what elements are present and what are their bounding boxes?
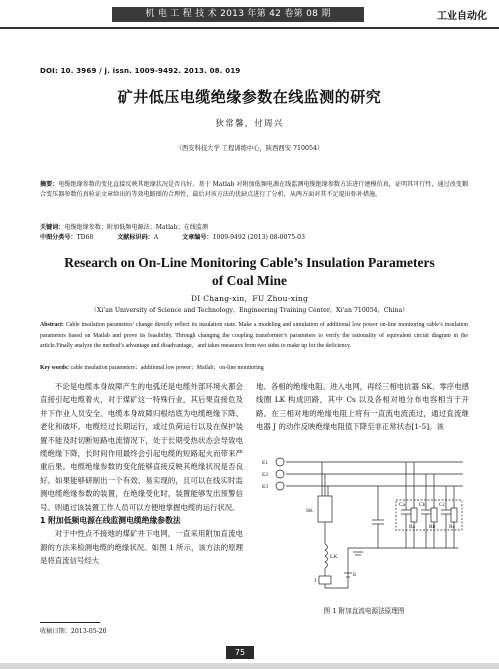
body-paragraph: 地、各相的绝缘电阻、进入电网，再经三相电抗器 SK、零序电感线圈 LK 构成回路，其中 Cs 以及各相对地分布电容相当于开路。在三相对地的绝缘电阻上将有一直流电流流过，通过直流继电器 J 的动作反映绝缘电阻值下降至非正常状态[1-5]。该: [256, 382, 469, 432]
keywords-english-label: Key words:: [40, 365, 69, 371]
title-english-line1: Research on On-Line Monitoring Cable’s Insulation Parameters: [64, 255, 435, 270]
abstract-chinese-label: 摘要：: [40, 181, 59, 188]
section-heading: 1 附加低频电源在线监测电缆绝缘参数法: [40, 516, 181, 526]
label-e1: E1: [262, 460, 269, 466]
reactor-sk: [318, 496, 332, 522]
relay-j: [319, 576, 331, 584]
source-e2: [276, 470, 284, 478]
phase-b-branch: [421, 474, 437, 548]
received-date: 收稿日期：2013-05-20: [40, 628, 107, 635]
abstract-chinese: [40, 180, 468, 201]
header-issue-band: [112, 7, 364, 22]
abstract-english-label: Abstract:: [40, 322, 64, 328]
header-issue-line: 机 电 工 程 技 术 2013 年第 42 卷第 08 期: [145, 9, 331, 19]
header-journal-name: 工业自动化: [437, 11, 487, 22]
label-lk: LK: [330, 554, 338, 560]
page-header: [0, 0, 499, 31]
clc-number: 中图分类号：TD68: [40, 234, 94, 241]
body-paragraph: 不论是电缆本身故障产生的电弧还是电缆外部环境火都会直接引起电缆着火，对于煤矿这一特殊行业，其后果直接危及井下作业人员安全。电缆本身故障归根结底为电缆绝缘下降、老化和破坏。电缆经过长期运行，或过负荷运行以及在保护装置不能及时切断短路电流情况下，处于长期受热状态会导致电缆绝缘下降，长时间作用最终会引起电缆的短路起火而带来严重后果。电缆绝缘参数的变化能够直接反映其绝缘状况是否良好。如果能够研制出一个有效、易实现的，且可以在线实时监测电缆绝缘参数的装置，在绝缘受化时，装置能够发出预警信号。则通过该装置工作人员可以方便地掌握电缆的运行状况。: [40, 382, 243, 512]
keywords-english-text: cable insulation parameters；additional low power；Matlab；on-line monitoring: [70, 365, 264, 371]
keywords-chinese: [40, 223, 468, 233]
abstract-chinese-text: 电缆绝缘参数的变化直接反映其绝缘状况是否良好。基于 Matlab 对附加低频电源在线监测电缆绝缘参数方法进行建模仿真，证明其可行性，通过改变耦合变压器参数仿真验证文章给出的等效电路图的合理性，最后对该方法的优缺点进行了分析，从两方面对其不足提出弥补措施。: [40, 181, 468, 199]
title-chinese: 矿井低压电缆绝缘参数在线监测的研究: [117, 88, 382, 106]
label-e: E: [353, 572, 357, 578]
title-english-line2: of Coal Mine: [212, 273, 287, 288]
label-rb: Rb: [429, 524, 436, 530]
body-left-column: [40, 380, 243, 568]
source-e1: [276, 458, 284, 466]
label-j: J: [314, 578, 317, 584]
classification-line: [40, 233, 468, 243]
doi: DOI: 10. 3969 / j. issn. 1009-9492. 2013. 08. 019: [40, 67, 241, 75]
keywords-chinese-label: 关键词：: [40, 224, 65, 231]
label-e3: E3: [262, 484, 269, 490]
label-sk: SK: [306, 508, 314, 514]
label-ca: Ca: [399, 502, 406, 508]
abstract-english-text: Cable insulation parameters’ change directly reflect its insulation state. Make a modeling and simulation of additional low power on-line monitoring cable’s insulation parameters based on Matlab and prove its feasibility. Through changing the coupling transformer’s parameters to verify the rationality of equivalent circuit diagram in the article.Finally analyze the method’s advantage and disadvantage，and takes measures from two sides to make up for the deficiency.: [40, 322, 468, 349]
label-rc: Rc: [449, 524, 456, 530]
authors-chinese: 狄常馨，付周兴: [215, 119, 284, 129]
source-e3: [276, 482, 284, 490]
affiliation-english: （Xi’an University of Science and Technology，Engineering Training Center，Xi’an 710054，China）: [90, 307, 409, 314]
circuit-figure: [258, 448, 470, 598]
header-rule: [0, 27, 499, 29]
authors-english: DI Chang-xin，FU Zhou-xing: [190, 294, 309, 303]
footer-bar: [0, 663, 499, 669]
abstract-english: [40, 320, 468, 352]
body-right-column: [256, 380, 469, 434]
article-number: 文章编号：1009-9492 (2013) 08-0075-03: [182, 234, 305, 241]
label-cc: Cc: [439, 502, 446, 508]
label-e2: E2: [262, 472, 269, 478]
coil-lk: [325, 544, 328, 568]
page-number: 75: [226, 646, 254, 659]
label-ra: Ra: [409, 524, 416, 530]
footnote-rule: [40, 622, 100, 623]
body-paragraph: 对于中性点不接地的煤矿井下电网，一直采用附加直流电源的方法来检测电缆的绝缘状况。如图 1 所示，该方法的原理是将直流信号经大: [40, 529, 243, 566]
affiliation-chinese: （西安科技大学 工程训练中心，陕西西安 710054）: [175, 145, 324, 152]
title-english: [0, 254, 499, 290]
figure-caption: 图 1 附加直流电源法原理图: [323, 607, 405, 615]
keywords-chinese-text: 电缆绝缘参数；附加低频电源法；Matlab；在线监测: [64, 224, 209, 231]
label-cb: Cb: [419, 502, 426, 508]
keywords-english: [40, 363, 468, 373]
document-code: 文献标识码：A: [117, 234, 159, 241]
phase-c-branch: [441, 486, 457, 548]
